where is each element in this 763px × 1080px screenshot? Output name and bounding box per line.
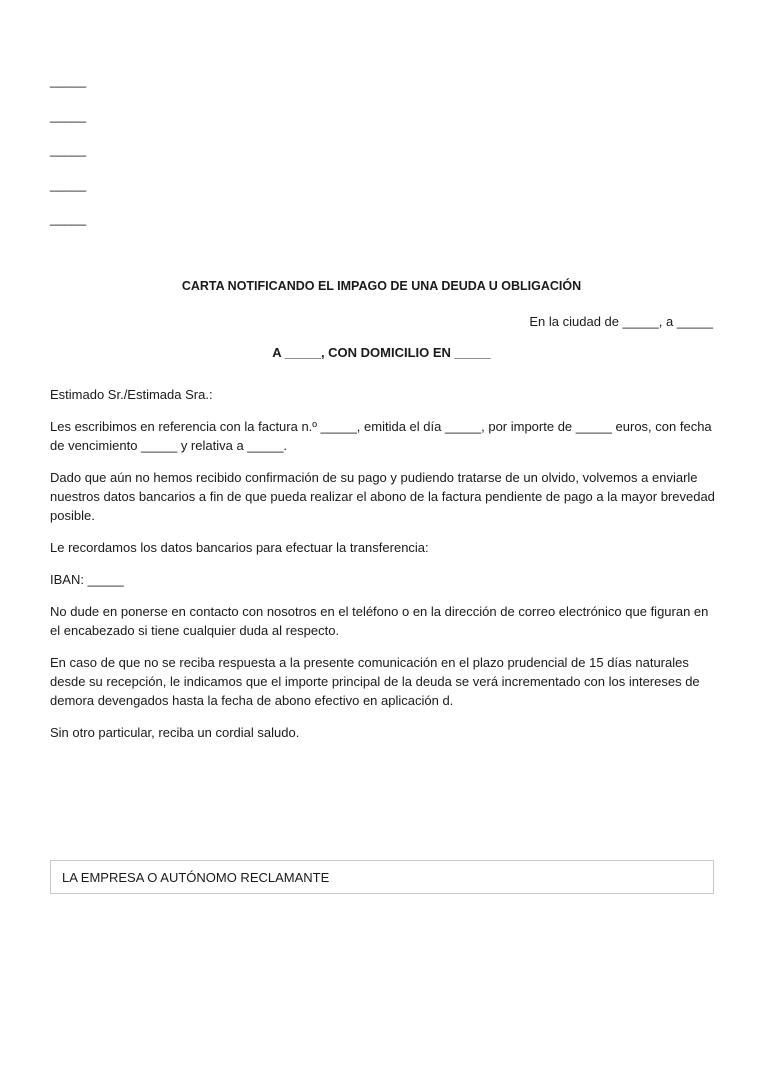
greeting: Estimado Sr./Estimada Sra.: [50,387,213,402]
document-title: CARTA NOTIFICANDO EL IMPAGO DE UNA DEUDA U OBLIGACIÓN [181,279,582,293]
signature-box: LA EMPRESA O AUTÓNOMO RECLAMANTE [50,860,714,894]
blank-line: _____ [50,142,87,157]
addressee-line: A _____, CON DOMICILIO EN _____ [272,345,491,360]
paragraph-bank-intro: Le recordamos los datos bancarios para efectuar la transferencia: [50,540,429,555]
sender-blank-lines [50,72,86,245]
closing: Sin otro particular, reciba un cordial saludo. [50,725,300,740]
blank-line: _____ [50,107,87,123]
blank-line: _____ [50,176,87,192]
iban-line: IBAN: _____ [50,572,124,587]
paragraph-reminder: Dado que aún no hemos recibido confirmación de su pago y pudiendo tratarse de un olvido, volvemos a enviarle nuestros datos bancarios a fin de que pueda realizar el abono de la factura pendiente de pago a la mayor brevedad posible. [50,470,715,523]
letter-body [50,385,715,755]
blank-line: _____ [50,73,87,88]
paragraph-contact: No dude en ponerse en contacto con nosotros en el teléfono o en la dirección de correo electrónico que figuran en el encabezado si tiene cualquier duda al respecto. [50,604,709,638]
paragraph-invoice: Les escribimos en referencia con la factura n.º _____, emitida el día _____, por importe de _____ euros, con fecha de vencimiento _____ y relativa a _____. [50,419,712,453]
date-line: En la ciudad de _____, a _____ [529,314,713,329]
paragraph-interest: En caso de que no se reciba respuesta a la presente comunicación en el plazo prudencial de 15 días naturales desde su recepción, le indicamos que el importe principal de la deuda se verá incrementado con los intereses de demora devengados hasta la fecha de abono efectivo en aplicación d. [50,655,700,708]
blank-line: _____ [50,211,87,226]
